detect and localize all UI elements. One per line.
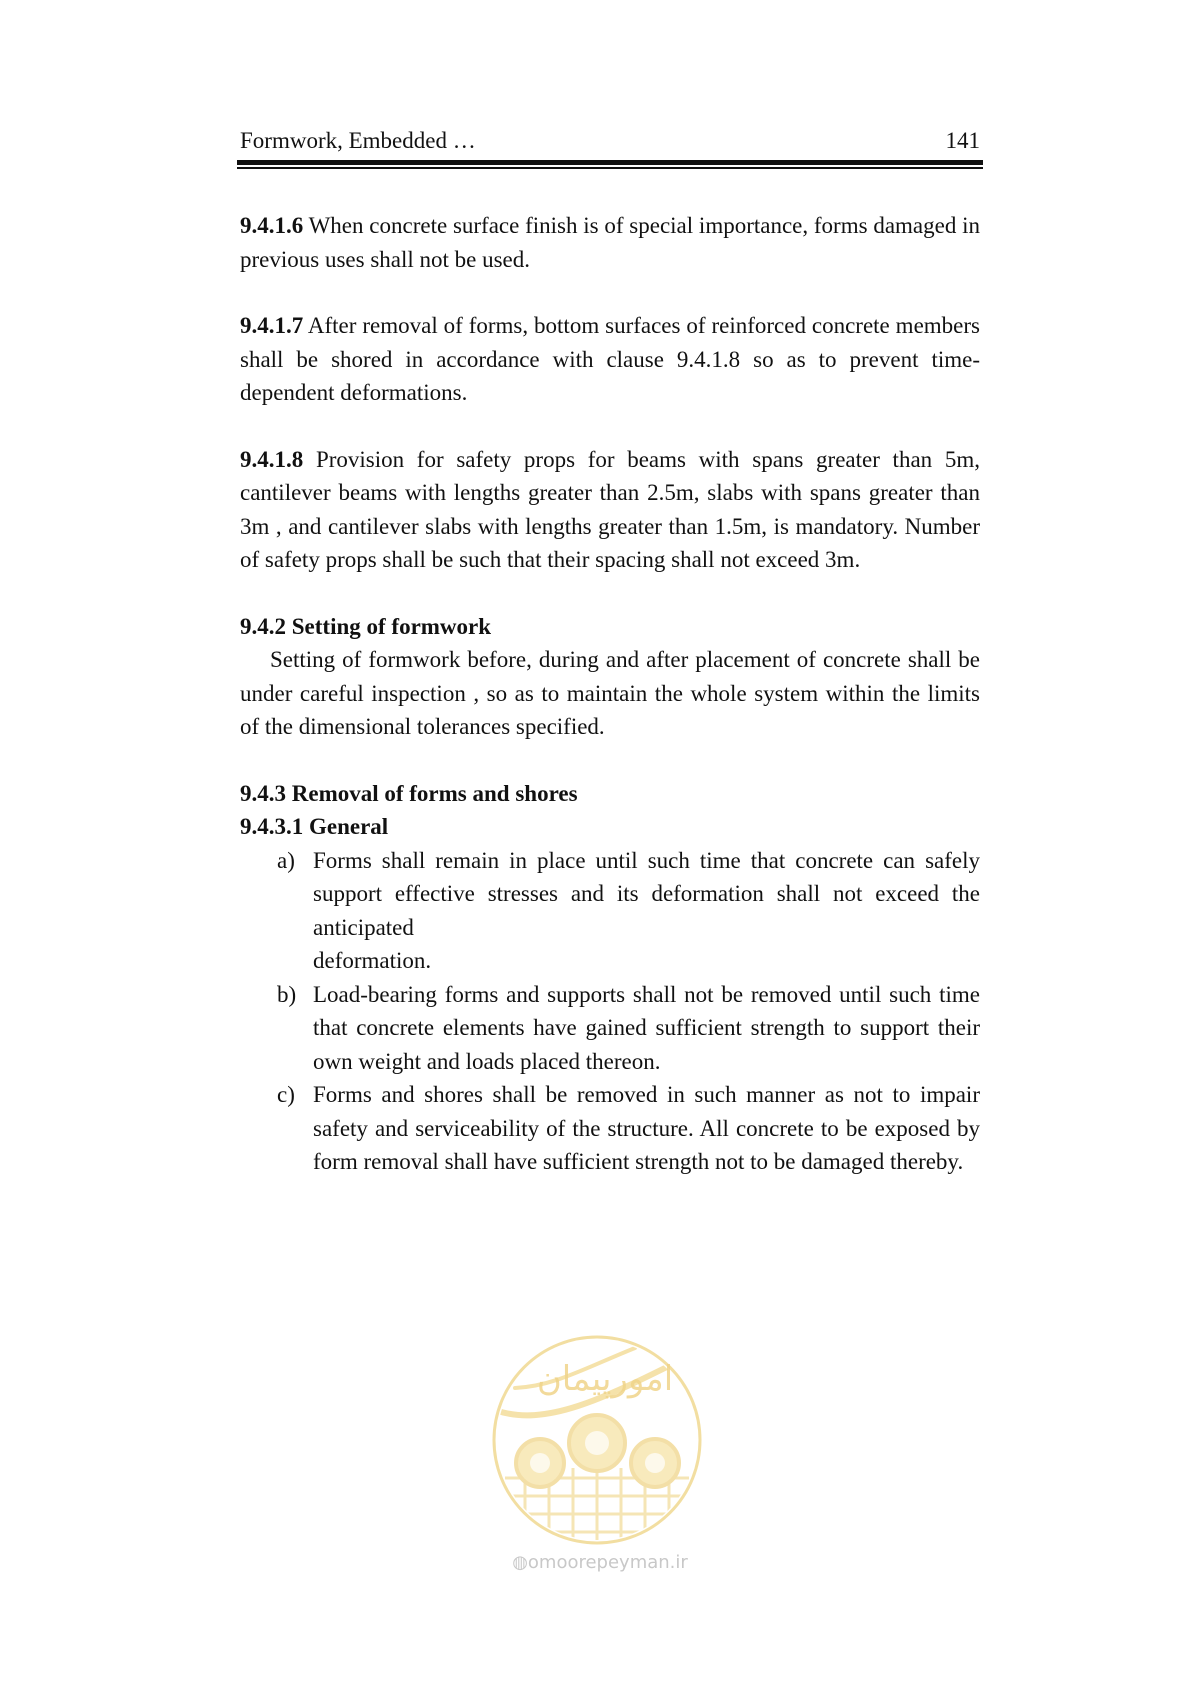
clause-9-4-1-6 — [240, 209, 980, 276]
header-rule-thin — [237, 167, 983, 169]
section-text-9-4-2: Setting of formwork before, during and after placement of concrete shall be under careful inspection , so as to maintain the whole system within the limits of the dimensional tolerances specified. — [240, 647, 980, 739]
page-number: 141 — [945, 128, 980, 153]
clause-9-4-1-7 — [240, 309, 980, 410]
list-item-text: Forms shall remain in place until such time that concrete can safely support effective stresses and its deformation shall not exceed the anticipated — [313, 847, 980, 940]
watermark-logo-text: امورپیمان — [536, 1359, 674, 1399]
list-marker: c) — [277, 1082, 295, 1107]
section-heading-9-4-2: 9.4.2 Setting of formwork — [240, 613, 492, 639]
list-item — [240, 978, 980, 1079]
list-item — [240, 1078, 980, 1179]
list-item-continuation: deformation. — [313, 948, 432, 973]
running-header — [240, 128, 980, 158]
page-body — [240, 209, 980, 1179]
list-marker: b) — [277, 981, 297, 1007]
subsection-heading-9-4-3-1: 9.4.3.1 General — [240, 814, 389, 839]
clause-number: 9.4.1.8 — [240, 446, 304, 472]
clause-number: 9.4.1.6 — [240, 213, 304, 238]
globe-icon: ◍ — [512, 1552, 528, 1573]
clause-text: Provision for safety props for beams with spans greater than 5m, cantilever beams with lengths greater than 2.5m, slabs with spans greater than 3m , and cantilever slabs with lengths greater than 1.5m, is mandatory. Number of safety props shall be such that their spacing shall not exceed 3m. — [240, 446, 980, 572]
list-item — [240, 844, 980, 978]
running-header-title: Formwork, Embedded … — [240, 128, 476, 153]
list-marker: a) — [277, 847, 295, 873]
watermark-url-text: omoorepeyman.ir — [527, 1552, 688, 1573]
clause-number: 9.4.1.7 — [240, 313, 304, 338]
header-rule-thick — [237, 160, 983, 165]
clause-text: When concrete surface finish is of special importance, forms damaged in previous uses shall not be used. — [240, 213, 980, 272]
general-list — [240, 844, 980, 1179]
clause-9-4-1-8 — [240, 443, 980, 577]
watermark-url — [500, 1552, 700, 1573]
list-item-text: Forms and shores shall be removed in such manner as not to impair safety and serviceability of the structure. All concrete to be exposed by form removal shall have sufficient strength not to be damaged thereby. — [313, 1082, 980, 1174]
watermark-logo — [485, 1328, 709, 1568]
section-heading-9-4-3: 9.4.3 Removal of forms and shores — [240, 780, 578, 806]
list-item-text: Load-bearing forms and supports shall not be removed until such time that concrete elements have gained sufficient strength to support their own weight and loads placed thereon. — [313, 981, 980, 1074]
clause-text: After removal of forms, bottom surfaces of reinforced concrete members shall be shored in accordance with clause 9.4.1.8 so as to prevent time-dependent deformations. — [240, 313, 980, 405]
